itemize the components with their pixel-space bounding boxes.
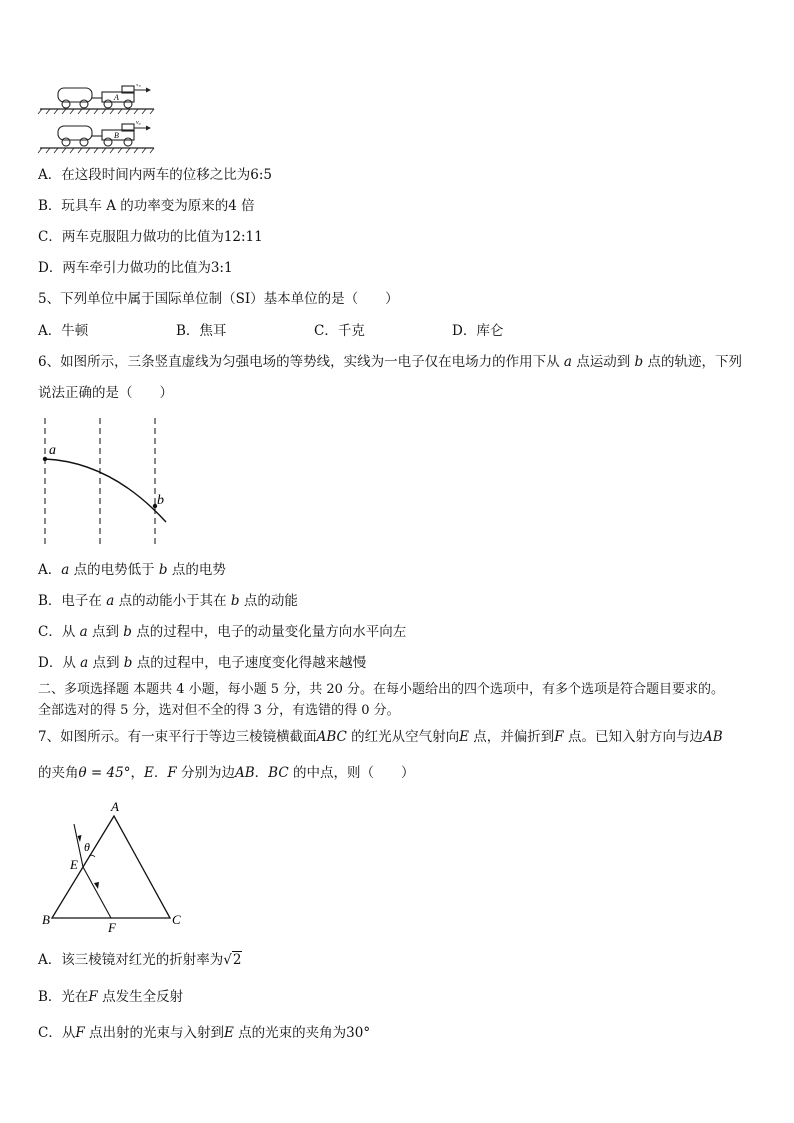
q7-stem-line1: 7、如图所示。有一束平行于等边三棱镜横截面ABC 的红光从空气射向E 点，并偏折到F 点。已知入射方向与边AB — [38, 729, 723, 745]
q6-stem-line2: 说法正确的是（ ） — [38, 385, 173, 401]
point-a-label: a — [563, 354, 572, 370]
toy-cars-figure — [36, 84, 166, 156]
equipotential-diagram — [36, 416, 176, 548]
sqrt-symbol: √ — [223, 952, 232, 968]
angle-arc — [90, 855, 95, 857]
q6-option-d: D．从 a 点到 b 点的过程中，电子速度变化得越来越慢 — [38, 655, 367, 671]
electric-field-figure — [36, 416, 176, 548]
q5-option-d: D．库仑 — [452, 323, 504, 339]
figure-label-b: b — [157, 493, 164, 508]
toy-cars-diagram — [36, 84, 166, 156]
theta-expression: θ = 45° — [78, 765, 131, 781]
q6-option-a: A．a 点的电势低于 b 点的电势 — [38, 562, 226, 578]
section2-instructions-line2: 全部选对的得 5 分，选对但不全的得 3 分，有选错的得 0 分。 — [38, 703, 400, 718]
q4-option-c: C．两车克服阻力做功的比值为12:11 — [38, 229, 263, 245]
q5-option-a: A．牛顿 — [38, 323, 89, 339]
point-b-label: b — [634, 354, 644, 370]
top-velocity-label: v₀ — [136, 84, 141, 88]
sqrt-radicand: 2 — [232, 952, 242, 968]
q4-option-d: D．两车牵引力做功的比值为3:1 — [38, 260, 233, 276]
bottom-velocity-label: v₀ — [136, 120, 141, 126]
section2-instructions-line1: 二、多项选择题 本题共 4 小题，每小题 5 分，共 20 分。在每小题给出的四个选项中，有多个选项是符合题目要求的。 — [38, 682, 725, 697]
bottom-car-group — [38, 120, 154, 153]
point-f-label: F — [108, 920, 116, 935]
electron-trajectory — [45, 459, 166, 522]
refracted-ray — [83, 867, 111, 918]
theta-label: θ — [84, 840, 90, 854]
q7-stem-line2: 的夹角θ = 45°，E．F 分别为边AB．BC 的中点，则（ ） — [38, 765, 415, 781]
q4-option-a: A．在这段时间内两车的位移之比为6:5 — [38, 167, 272, 183]
q6-option-b: B．电子在 a 点的动能小于其在 b 点的动能 — [38, 593, 298, 609]
point-e-label: E — [70, 857, 78, 872]
vertex-a-label: A — [111, 799, 119, 814]
q7-option-b: B．光在F 点发生全反射 — [38, 989, 184, 1005]
vertex-c-label: C — [172, 912, 181, 927]
prism-figure — [36, 796, 196, 936]
point-a-dot — [43, 457, 47, 461]
top-car-group — [38, 84, 154, 114]
vertex-b-label: B — [42, 912, 50, 927]
top-trailer — [58, 88, 92, 102]
figure-label-a: a — [49, 443, 56, 458]
bottom-trailer — [58, 126, 92, 140]
q5-option-b: B．焦耳 — [176, 323, 227, 339]
prism-diagram — [36, 796, 196, 936]
bottom-car-label: B — [114, 131, 119, 140]
q7-option-a: A．该三棱镜对红光的折射率为√2 — [38, 952, 242, 968]
top-car-label: A — [114, 93, 119, 102]
q4-option-b: B．玩具车 A 的功率变为原来的4 倍 — [38, 198, 255, 214]
q6-option-c: C．从 a 点到 b 点的过程中，电子的动量变化量方向水平向左 — [38, 624, 407, 640]
q6-stem-line1: 6、如图所示，三条竖直虚线为匀强电场的等势线，实线为一电子仅在电场力的作用下从 a 点运动到 b 点的轨迹，下列 — [38, 354, 742, 370]
q7-option-c: C．从F 点出射的光束与入射到E 点的光束的夹角为30° — [38, 1025, 371, 1041]
q5-option-c: C．千克 — [314, 323, 365, 339]
q5-stem: 5、下列单位中属于国际单位制（SI）基本单位的是（ ） — [38, 291, 399, 307]
